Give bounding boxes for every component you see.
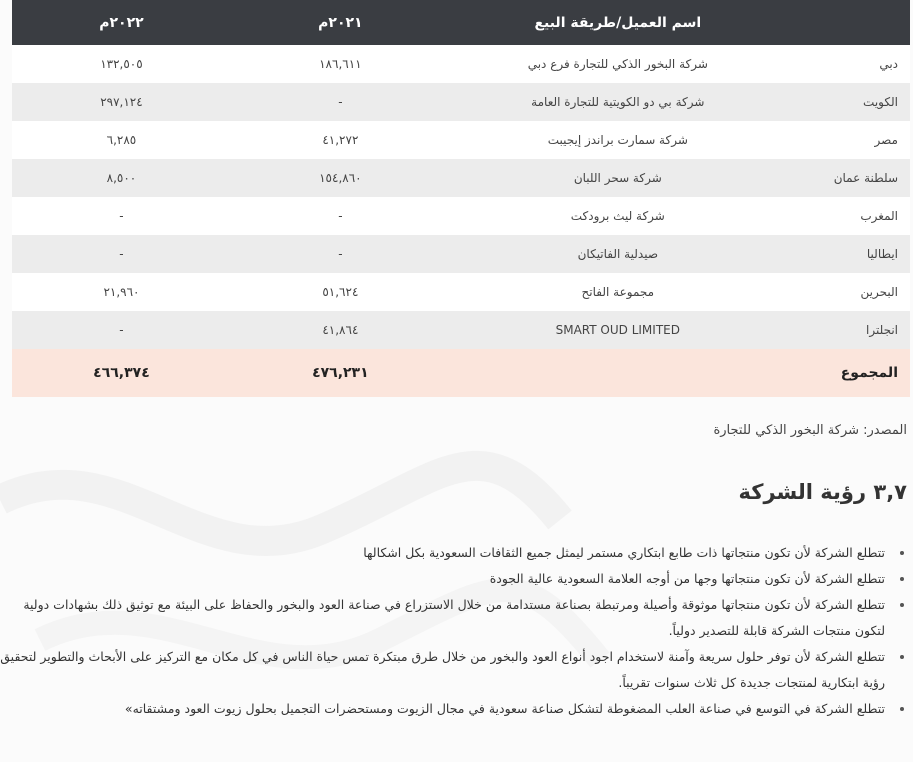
cell-country: مصر (786, 121, 910, 159)
list-item: • تتطلع الشركة في التوسع في صناعة العلب المضغوطة لتشكل صناعة سعودية في مجال الزيوت ومستحضرات التجميل بحلول زيوت العود ومشتقاته» (0, 696, 889, 722)
cell-2021: ٤١,٢٧٢ (231, 121, 450, 159)
cell-client: شركة سحر اللبان (450, 159, 786, 197)
list-item: • تتطلع الشركة لأن تكون منتجاتها وجها من أوجه العلامة السعودية عالية الجودة (0, 566, 889, 592)
section-title: ٣,٧ رؤية الشركة (738, 480, 907, 504)
table-source-note: المصدر: شركة البخور الذكي للتجارة (713, 423, 907, 438)
list-item: • تتطلع الشركة لأن تكون منتجاتها ذات طابع ابتكاري مستمر ليمثل جميع الثقافات السعودية بكل اشكالها (0, 540, 889, 566)
cell-2022: ٦,٢٨٥ (12, 121, 231, 159)
table-row (12, 273, 910, 311)
total-2021: ٤٧٦,٢٣١ (231, 349, 450, 397)
total-label: المجموع (786, 349, 910, 397)
cell-2022: - (12, 311, 231, 349)
cell-2021: - (231, 83, 450, 121)
cell-2022: ٢١,٩٦٠ (12, 273, 231, 311)
cell-client: مجموعة الفاتح (450, 273, 786, 311)
sales-table (12, 0, 910, 397)
table-body (12, 45, 910, 397)
total-2022: ٤٦٦,٣٧٤ (12, 349, 231, 397)
cell-client: شركة ليث برودكت (450, 197, 786, 235)
cell-2022: ٢٩٧,١٢٤ (12, 83, 231, 121)
cell-2022: - (12, 235, 231, 273)
cell-2021: - (231, 235, 450, 273)
table-row (12, 159, 910, 197)
cell-2021: ٤١,٨٦٤ (231, 311, 450, 349)
vision-bullet-list (0, 540, 907, 722)
table-row (12, 83, 910, 121)
cell-2022: - (12, 197, 231, 235)
cell-2022: ١٣٢,٥٠٥ (12, 45, 231, 83)
cell-2021: ٥١,٦٢٤ (231, 273, 450, 311)
header-client: اسم العميل/طريقة البيع (450, 0, 786, 45)
total-empty-cell (450, 349, 786, 397)
table-row (12, 235, 910, 273)
header-country (786, 0, 910, 45)
cell-country: ايطاليا (786, 235, 910, 273)
header-2021: ٢٠٢١م (231, 0, 450, 45)
cell-2022: ٨,٥٠٠ (12, 159, 231, 197)
table-row (12, 311, 910, 349)
cell-client: صيدلية الفاتيكان (450, 235, 786, 273)
list-item: • تتطلع الشركة لأن توفر حلول سريعة وآمنة لاستخدام اجود أنواع العود والبخور من خلال طرق مبتكرة تمس حياة الناس في كل مكان مع التركيز على الأبحاث والتطوير لتحقيق رؤية ابتكارية لمنتجات جديدة كل ثلاث سنوات تقريباً. (0, 644, 889, 696)
cell-client: شركة البخور الذكي للتجارة فرع دبي (450, 45, 786, 83)
cell-country: انجلترا (786, 311, 910, 349)
cell-2021: - (231, 197, 450, 235)
cell-country: الكويت (786, 83, 910, 121)
cell-client: شركة سمارت براندز إيجيبت (450, 121, 786, 159)
cell-country: البحرين (786, 273, 910, 311)
list-item: • تتطلع الشركة لأن تكون منتجاتها موثوقة وأصيلة ومرتبطة بصناعة مستدامة من خلال الاستزراع في صناعة العود والبخور والحفاظ على البيئة مع توثيق ذلك بشهادات دولية لتكون منتجات الشركة قابلة للتصدير دولياً. (0, 592, 889, 644)
cell-client: SMART OUD LIMITED (450, 311, 786, 349)
cell-country: المغرب (786, 197, 910, 235)
cell-country: دبي (786, 45, 910, 83)
table-row (12, 121, 910, 159)
table-row (12, 45, 910, 83)
table-total-row (12, 349, 910, 397)
cell-2021: ١٨٦,٦١١ (231, 45, 450, 83)
table-row (12, 197, 910, 235)
cell-country: سلطنة عمان (786, 159, 910, 197)
cell-2021: ١٥٤,٨٦٠ (231, 159, 450, 197)
header-2022: ٢٠٢٢م (12, 0, 231, 45)
cell-client: شركة بي دو الكويتية للتجارة العامة (450, 83, 786, 121)
table-header-row (12, 0, 910, 45)
sales-table-container (12, 0, 910, 397)
